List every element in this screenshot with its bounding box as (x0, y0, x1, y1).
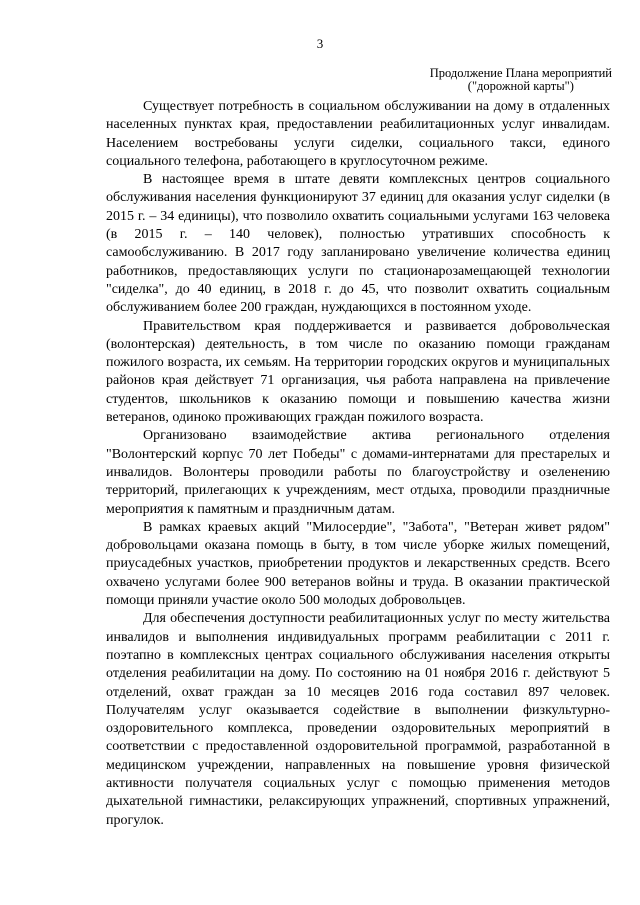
paragraph: Организовано взаимодействие актива регионального отделения "Волонтерский корпус 70 лет Победы" с домами-интернатами для престарелых и инвалидов. Волонтеры проводили работы по благоустройству и озеленению территорий, прилегающих к учреждениям, мест отдыха, проводили праздничные мероприятия к памятным и праздничным датам. (106, 428, 610, 517)
page-number: 3 (316, 36, 324, 51)
body-text (106, 98, 610, 830)
paragraph: В рамках краевых акций "Милосердие", "Забота", "Ветеран живет рядом" добровольцами оказана помощь в быту, в том числе уборке жилых помещений, приусадебных участков, приобретении продуктов и лекарственных средств. Всего охвачено услугами более 900 ветеранов войны и труда. В оказании практической помощи приняли участие около 500 молодых добровольцев. (106, 519, 610, 609)
paragraph: Для обеспечения доступности реабилитационных услуг по месту жительства инвалидов и выполнения индивидуальных программ реабилитации с 2011 г. поэтапно в комплексных центрах социального обслуживания населения открыты отделения реабилитации на дому. По состоянию на 01 ноября 2016 г. действуют 5 отделений, охват граждан за 10 месяцев 2016 года составил 897 человек. Получателям услуг оказывается содействие в выполнении физкультурно-оздоровительного комплекса, проведении оздоровительных мероприятий в соответствии с предоставленной оздоровительной программой, разработанной в медицинском учреждении, направленных на повышение уровня физической активности получателя социальных услуг с помощью применения методов дыхательной гимнастики, релаксирующих упражнений, спортивных упражнений, прогулок. (106, 611, 610, 828)
paragraph: Правительством края поддерживается и развивается добровольческая (волонтерская) деятельность, в том числе по оказанию помощи гражданам пожилого возраста, их семьям. На территории городских округов и муниципальных районов края действует 71 организация, чья работа направлена на привлечение студентов, школьников к оказанию помощи и повышению качества жизни ветеранов, одиноко проживающих граждан пожилого возраста. (106, 318, 610, 426)
continuation-header (430, 67, 612, 93)
continuation-line-1: Продолжение Плана мероприятий (429, 66, 612, 80)
continuation-line-2: ("дорожной карты") (467, 79, 574, 93)
paragraph: Существует потребность в социальном обслуживании на дому в отдаленных населенных пунктах края, предоставлении реабилитационных услуг инвалидам. Населением востребованы услуги сиделки, социального такси, единого социального телефона, работающего в круглосуточном режиме. (106, 99, 610, 169)
paragraph: В настоящее время в штате девяти комплексных центров социального обслуживания населения функционируют 37 единиц для оказания услуг сиделки (в 2015 г. – 34 единицы), что позволило охватить социальными услугами 163 человека (в 2015 г. – 140 человек), полностью утративших способность к самообслуживанию. В 2017 году запланировано увеличение количества единиц работников, предоставляющих услуги по стационарозамещающей технологии "сиделка", до 40 единиц, в 2018 г. до 45, что позволит охватить социальным обслуживанием более 200 граждан, нуждающихся в постоянном уходе. (106, 172, 610, 316)
